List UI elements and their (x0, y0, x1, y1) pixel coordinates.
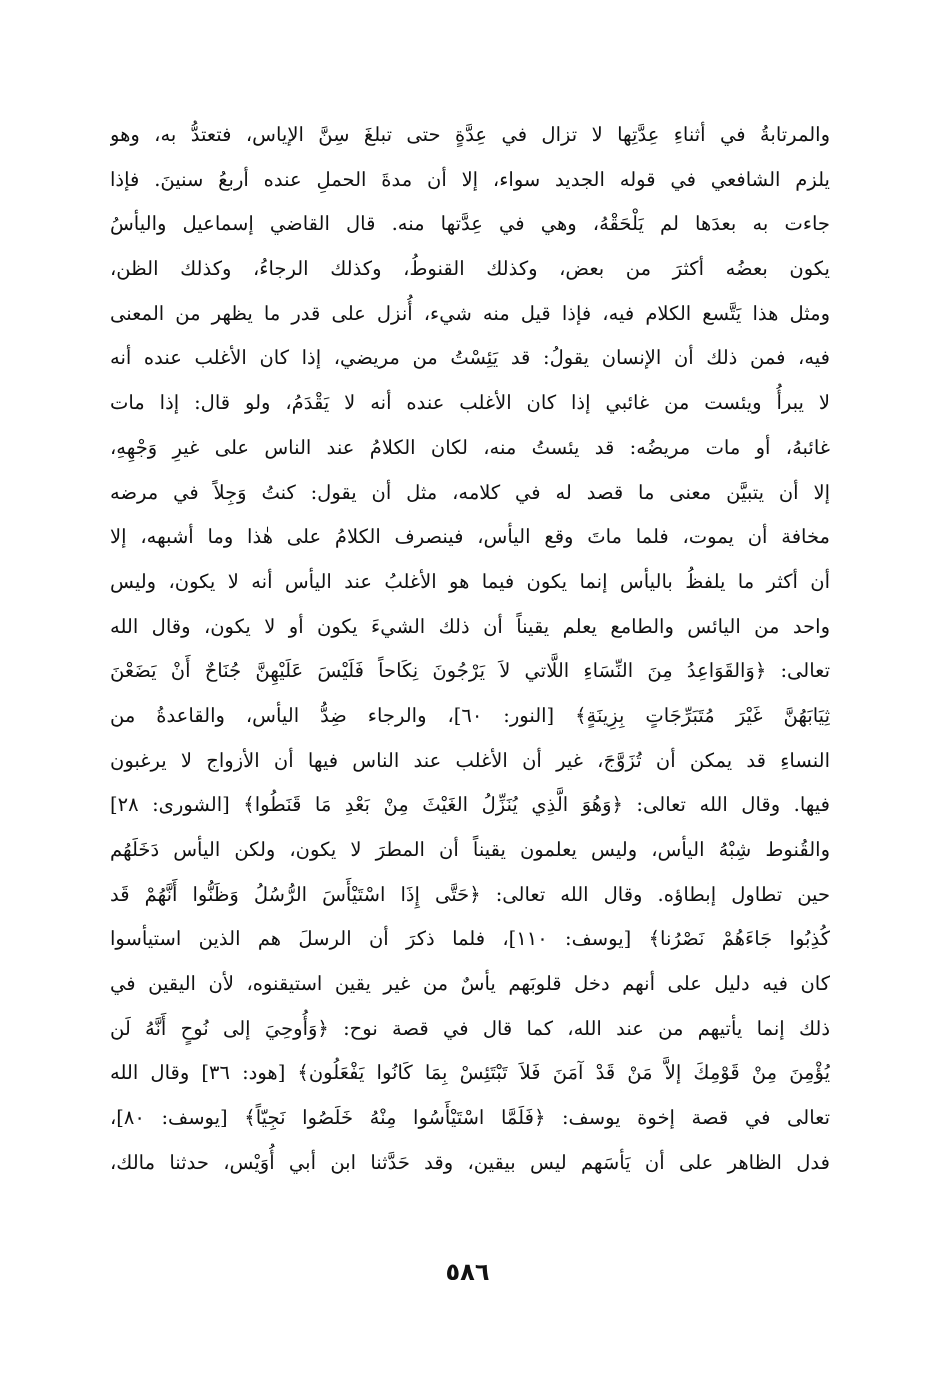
text-line-5: ومثل هذا يَتَّسع الكلام فيه، فإذا قيل منه شيء، أُنزل على قدر ما يظهر من المعنى (110, 301, 830, 325)
text-line-20: كان فيه دليل على أنهم دخل قلوبَهم يأسٌ من غير يقين استيقنوه، لأن اليقين في (110, 972, 830, 996)
text-line-1: والمرتابةُ في أثناءِ عِدَّتِها لا تزال في عِدَّةٍ حتى تبلغَ سِنَّ الإياس، فتعتدُّ به، وهو (110, 123, 830, 146)
text-line-8: غائبهُ، أو مات مريضُه: قد يئستُ منه، لكان الكلامُ عند الناس على غيرِ وَجْهِهِ، (110, 435, 830, 459)
text-line-4: يكون بعضُه أكثرَ من بعض، وكذلك القنوطُ، وكذلك الرجاءُ، وكذلك الظن، (110, 257, 830, 281)
text-line-24: فدل الظاهر على أن يَأسَهم ليس بيقين، وقد حَدَّثنا ابن أبي أُوَيْس، حدثنا مالك، (110, 1150, 830, 1174)
main-text (110, 113, 830, 1186)
text-line-15: النساءِ قد يمكن أن تُزَوَّجَ، غير أن الأغلب عند الناس فيها أن الأزواج لا يرغبون (110, 748, 830, 772)
text-line-17: والقُنوط شِبْهُ اليأس، وليس يعلمون يقيناً أن المطرَ لا يكون، ولكن اليأس دَخَلَهُم (110, 838, 830, 861)
text-line-22: يُؤْمِنَ مِنْ قَوْمِكَ إلاَّ مَنْ قَدْ آمَنَ فَلاَ تَبْتَئِسْ بِمَا كَانُوا يَفْعَلُون﴾ [هود: ٣٦] وقال الله (110, 1061, 830, 1085)
text-line-19: كُذِبُوا جَاءَهُمْ نَصْرُنا﴾ [يوسف: ١١٠]، فلما ذكرَ أن الرسلَ هم الذين استيأسوا (110, 927, 830, 951)
text-line-13: تعالى: ﴿وَالقَوَاعِدُ مِنَ النِّسَاءِ اللَّاتي لاَ يَرْجُونَ نِكَاحاً فَلَيْسَ عَلَيْهِنَّ جُنَاحٌ أَنْ يَضَعْنَ (110, 659, 830, 683)
text-line-9: إلا أن يتبيَّن معنى ما قصد له في كلامه، مثل أن يقول: كنتُ وَجِلاً في مرضه (110, 480, 830, 504)
text-line-6: فيه، فمن ذلك أن الإنسان يقولُ: قد يَئِسْتُ من مريضي، إذا كان الأغلب عنده أنه (110, 346, 830, 370)
text-line-2: يلزم الشافعي في قوله الجديد سواء، إلا أن مدةَ الحملِ عنده أربعُ سنينَ. فإذا (110, 167, 830, 191)
text-line-21: ذلك إنما يأتيهم من عند الله، كما قال في قصة نوح: ﴿وَأُوحِيَ إلى نُوحٍ أَنَّهُ لَن (110, 1016, 830, 1040)
text-line-14: ثِيَابَهُنَّ غَيْرَ مُتَبَرِّجَاتٍ بِزِينَةٍ﴾ [النور: ٦٠]، والرجاء ضِدُّ اليأس، والقاعدةُ من (110, 703, 830, 727)
text-line-11: أن أكثر ما يلفظُ باليأس إنما يكون فيما هو الأغلبُ عند اليأس أنه لا يكون، وليس (110, 569, 830, 593)
text-line-16: فيها. وقال الله تعالى: ﴿وَهُوَ الَّذِي يُنَزِّلُ الغَيْثَ مِنْ بَعْدِ مَا قَنَطُوا﴾ [الشورى: ٢٨] (110, 793, 830, 817)
page-number: ٥٨٦ (445, 1258, 490, 1286)
text-line-10: مخافة أن يموت، فلما ماتَ وقع اليأس، فينصرف الكلامُ على هٰذا وما أشبهه، إلا (110, 525, 830, 549)
text-line-18: حين تطاول إبطاؤه. وقال الله تعالى: ﴿حَتَّى إِذَا اسْتَيْأَسَ الرُّسُلُ وَظَنُّوا أَنَّهُمْ قَد (110, 882, 830, 906)
text-line-3: جاءت به بعدَها لم يَلْحَقْهُ، وهي في عِدَّتها منه. قال القاضي إسماعيل واليأسُ (110, 212, 830, 236)
text-line-23: تعالى في قصة إخوة يوسف: ﴿فَلَمَّا اسْتَيْأَسُوا مِنْهُ خَلَصُوا نَجِيّاً﴾ [يوسف: ٨٠]، (110, 1106, 830, 1130)
text-line-7: لا يبرأُ ويئست من غائبي إذا كان الأغلب عنده أنه لا يَقْدَمُ، ولو قال: إذا مات (110, 391, 830, 415)
text-line-12: واحد من اليائس والطامع يعلم يقيناً أن ذلك الشيءَ يكون أو لا يكون، وقال الله (110, 614, 830, 638)
